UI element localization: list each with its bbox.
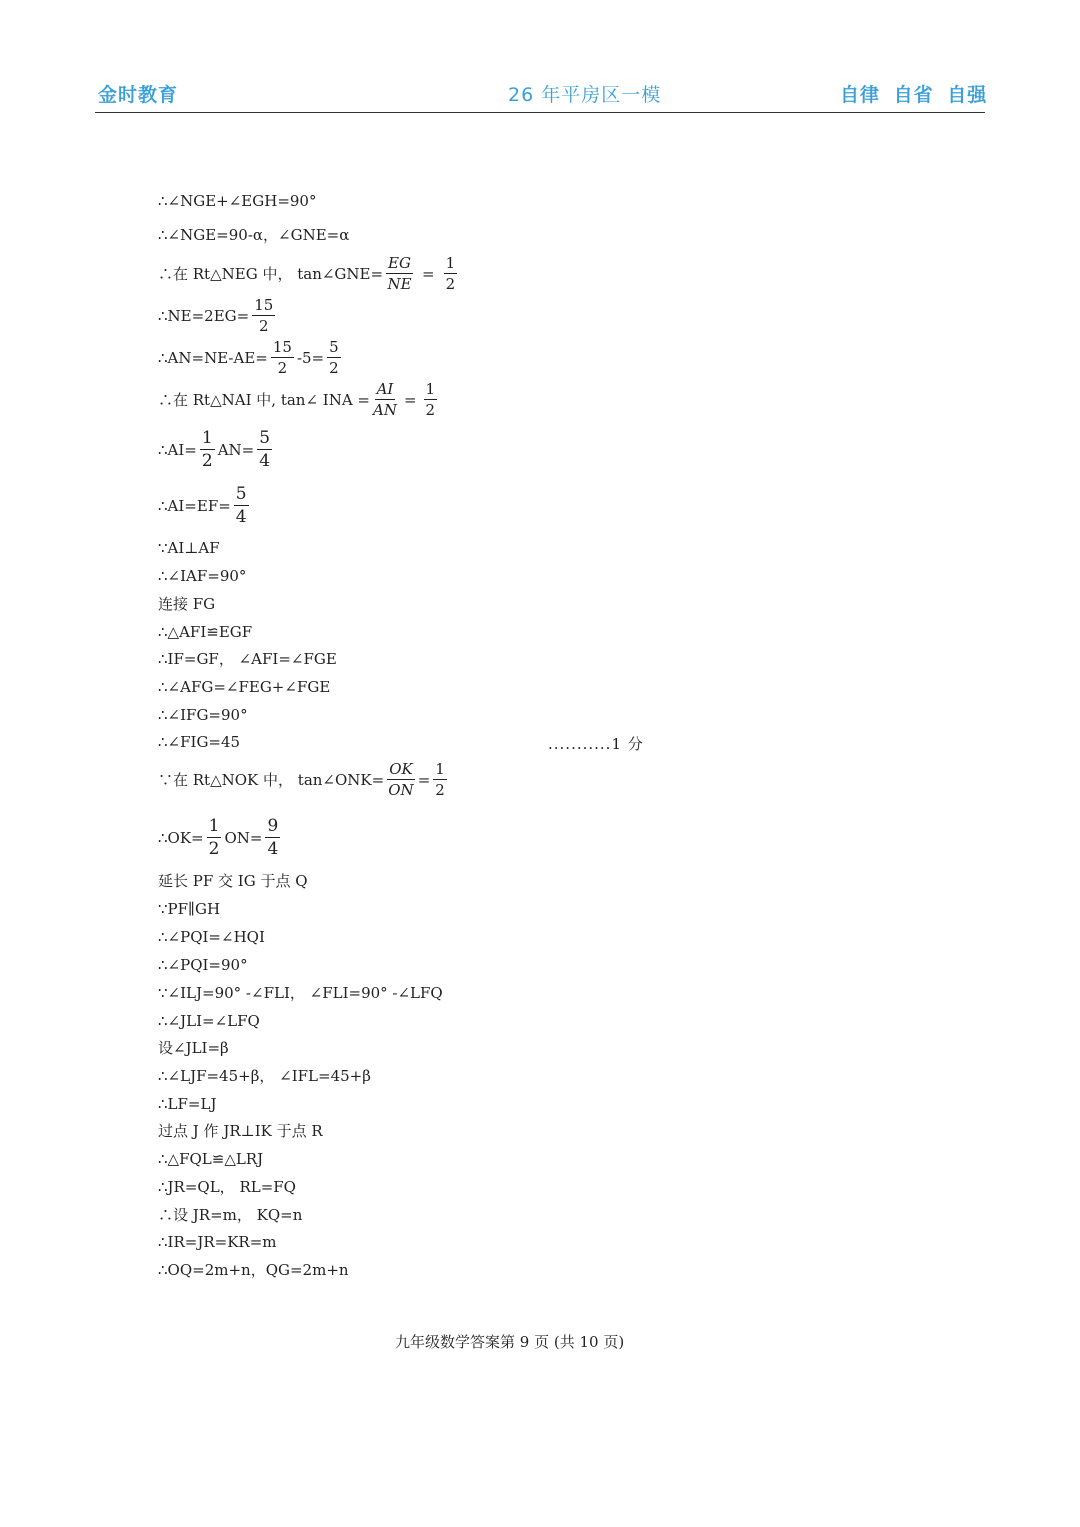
step-line: ∴∠IAF=90°	[158, 567, 247, 585]
step-line: ∴∠PQI=90°	[158, 956, 248, 974]
fraction	[373, 382, 397, 418]
step-text: ∴OK=	[158, 829, 204, 847]
header-brand: 金时教育	[98, 84, 179, 106]
fraction-denominator: 2	[435, 781, 445, 799]
fraction	[387, 762, 415, 798]
step-line: ∴∠PQI=∠HQI	[158, 928, 265, 946]
fraction-denominator: AN	[373, 401, 397, 419]
step-line: ∴LF=LJ	[158, 1095, 217, 1113]
step-line: 设∠JLI=β	[158, 1039, 229, 1057]
fraction-numerator: 1	[445, 254, 456, 272]
step-line: 延长 PF 交 IG 于点 Q	[158, 872, 308, 890]
step-text: -5=	[296, 349, 325, 367]
fraction-denominator: 2	[329, 359, 339, 377]
step-line: ∴△AFI≌EGF	[158, 623, 253, 641]
fraction-denominator: NE	[387, 275, 412, 293]
fraction	[424, 382, 438, 418]
equals-sign: =	[417, 771, 431, 789]
fraction-numerator: AI	[376, 380, 394, 398]
fraction-numerator: 5	[235, 484, 247, 504]
fraction-numerator: 1	[201, 428, 213, 448]
fraction-numerator: 15	[254, 296, 274, 314]
step-line: ∴∠LJF=45+β， ∠IFL=45+β	[158, 1067, 371, 1085]
step-line	[158, 256, 460, 292]
fraction	[234, 486, 249, 526]
header-exam-title: 26 年平房区一模	[508, 84, 662, 106]
step-line: 连接 FG	[158, 595, 216, 613]
step-text: ∴AN=NE-AE=	[158, 349, 268, 367]
step-line: ∵AI⊥AF	[158, 539, 220, 557]
fraction-numerator: EG	[388, 254, 411, 272]
step-line	[158, 818, 283, 858]
step-line	[158, 486, 252, 526]
step-line	[158, 340, 344, 376]
fraction	[265, 818, 280, 858]
step-line: ∵PF∥GH	[158, 900, 221, 918]
step-line: ∴OQ=2m+n，QG=2m+n	[158, 1261, 349, 1279]
step-text: ∴AI=	[158, 441, 197, 459]
fraction	[200, 430, 215, 470]
fraction-numerator: OK	[389, 760, 413, 778]
fraction	[252, 298, 275, 334]
fraction-denominator: 4	[267, 839, 279, 859]
step-line: ∴∠NGE=90-α，∠GNE=α	[158, 226, 350, 244]
step-line: ∴JR=QL， RL=FQ	[158, 1178, 296, 1196]
step-line	[158, 762, 450, 798]
fraction	[444, 256, 458, 292]
fraction-denominator: 2	[208, 839, 220, 859]
fraction	[386, 256, 413, 292]
fraction	[207, 818, 222, 858]
fraction-denominator: 2	[259, 317, 269, 335]
fraction-numerator: 5	[259, 428, 271, 448]
step-line: ∴∠NGE+∠EGH=90°	[158, 192, 317, 210]
fraction-denominator: 4	[259, 451, 271, 471]
fraction-numerator: 1	[208, 816, 220, 836]
step-line: ∴∠JLI=∠LFQ	[158, 1012, 260, 1030]
step-text: AN=	[217, 441, 255, 459]
equals-sign: =	[421, 265, 435, 283]
fraction	[433, 762, 447, 798]
step-line	[158, 298, 278, 334]
step-text: ∴NE=2EG=	[158, 307, 250, 325]
fraction-denominator: ON	[388, 781, 414, 799]
step-text: ∴AI=EF=	[158, 497, 231, 515]
fraction-numerator: 1	[435, 760, 445, 778]
fraction	[271, 340, 294, 376]
step-line: ∴设 JR=m， KQ=n	[158, 1206, 303, 1224]
step-line: ∴∠IFG=90°	[158, 706, 248, 724]
step-line: ∴∠FIG=45	[158, 733, 241, 751]
score-mark: ...........1 分	[548, 735, 644, 753]
header-motto: 自律 自省 自强	[840, 84, 988, 106]
fraction-denominator: 2	[425, 401, 436, 419]
step-text: ∴在 Rt△NEG 中， tan∠GNE=	[158, 265, 384, 283]
step-line: ∴△FQL≌△LRJ	[158, 1150, 264, 1168]
fraction-numerator: 15	[272, 338, 292, 356]
fraction-denominator: 2	[201, 451, 213, 471]
step-text: ∵在 Rt△NOK 中， tan∠ONK=	[158, 771, 385, 789]
fraction-numerator: 9	[267, 816, 279, 836]
fraction	[327, 340, 341, 376]
step-text: ∴在 Rt△NAI 中, tan∠ INA =	[158, 391, 370, 409]
step-line	[158, 382, 440, 418]
step-line: ∴IF=GF， ∠AFI=∠FGE	[158, 650, 337, 668]
equals-sign: =	[403, 391, 417, 409]
step-line: ∵∠ILJ=90° -∠FLI， ∠FLI=90° -∠LFQ	[158, 984, 443, 1002]
page-footer: 九年级数学答案第 9 页 (共 10 页)	[395, 1333, 625, 1351]
step-line	[158, 430, 275, 470]
fraction-denominator: 2	[277, 359, 288, 377]
step-text: ON=	[224, 829, 263, 847]
fraction-numerator: 5	[329, 338, 339, 356]
step-line: 过点 J 作 JR⊥IK 于点 R	[158, 1122, 323, 1140]
fraction-numerator: 1	[425, 380, 436, 398]
fraction	[257, 430, 272, 470]
fraction-denominator: 2	[445, 275, 456, 293]
fraction-denominator: 4	[235, 507, 247, 527]
step-line: ∴∠AFG=∠FEG+∠FGE	[158, 678, 331, 696]
step-line: ∴IR=JR=KR=m	[158, 1233, 277, 1251]
